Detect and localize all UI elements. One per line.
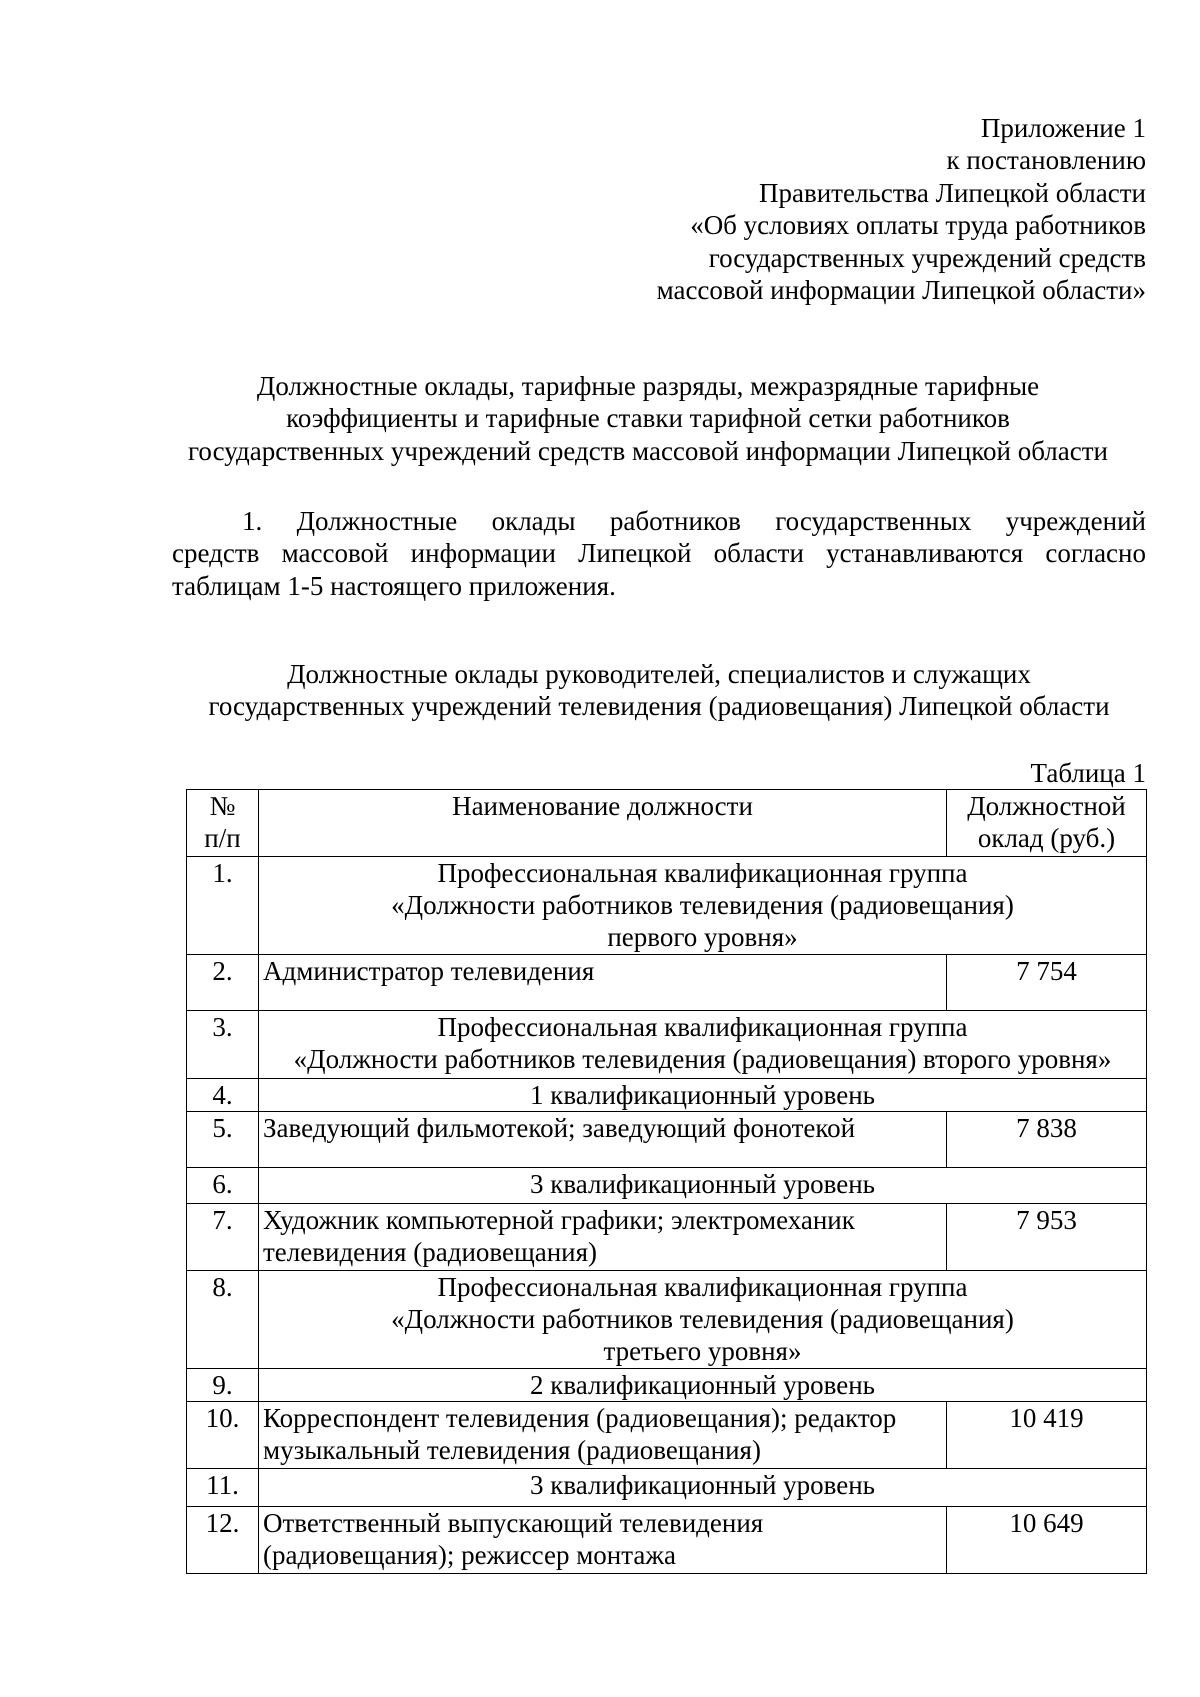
appendix-line: государственных учреждений средств <box>708 242 1146 273</box>
document-title <box>0 370 1146 467</box>
appendix-line: массовой информации Липецкой области» <box>656 275 1146 306</box>
title-line: Должностные оклады, тарифные разряды, межразрядные тарифные <box>256 371 1040 401</box>
paragraph-line: таблицам 1-5 настоящего приложения. <box>172 570 616 601</box>
level-line: 3 квалификационный уровень <box>529 1169 875 1199</box>
row-number: 11. <box>187 1469 259 1507</box>
table-header-row <box>187 790 1147 857</box>
appendix-line: к постановлению <box>946 145 1146 176</box>
level-heading <box>259 1369 1147 1402</box>
table-row <box>187 857 1147 955</box>
table-row <box>187 1079 1147 1112</box>
row-number: 2. <box>187 955 259 1011</box>
paragraph-line: средств массовой информации Липецкой области устанавливаются согласно <box>172 538 1146 569</box>
table-row <box>187 1469 1147 1507</box>
position-name <box>259 1112 947 1168</box>
group-line: Профессиональная квалификационная группа <box>437 1012 968 1042</box>
group-heading <box>259 857 1147 955</box>
level-heading <box>259 1168 1147 1204</box>
appendix-line: Приложение 1 <box>980 113 1146 143</box>
header-salary <box>947 790 1147 857</box>
group-line: Профессиональная квалификационная группа <box>437 1272 968 1302</box>
section-title-line: Должностные оклады руководителей, специалистов и служащих <box>287 659 1031 689</box>
table-caption: Таблица 1 <box>1030 758 1146 788</box>
level-heading <box>259 1079 1147 1112</box>
row-number: 10. <box>187 1402 259 1469</box>
group-line: третьего уровня» <box>603 1336 802 1366</box>
position-name <box>259 1204 947 1271</box>
table-row <box>187 1402 1147 1469</box>
salary-value: 7 754 <box>947 955 1147 1011</box>
salary-value: 10 649 <box>947 1507 1147 1574</box>
table-row <box>187 1204 1147 1271</box>
paragraph-line: 1. Должностные оклады работников государственных учреждений <box>242 506 1146 536</box>
header-salary-line: оклад (руб.) <box>977 823 1116 853</box>
position-line: Корреспондент телевидения (радиовещания); редактор <box>263 1403 897 1433</box>
header-position <box>259 790 947 857</box>
level-line: 2 квалификационный уровень <box>529 1370 875 1400</box>
table-row <box>187 1011 1147 1079</box>
position-line: Художник компьютерной графики; электромеханик <box>263 1205 855 1235</box>
group-line: первого уровня» <box>607 922 798 952</box>
salary-value: 7 953 <box>947 1204 1147 1271</box>
table-row <box>187 955 1147 1011</box>
table-row <box>187 1271 1147 1369</box>
group-line: Профессиональная квалификационная группа <box>437 858 968 888</box>
row-number: 8. <box>187 1271 259 1369</box>
position-line: музыкальный телевидения (радиовещания) <box>263 1435 761 1465</box>
row-number: 1. <box>187 857 259 955</box>
row-number: 4. <box>187 1079 259 1112</box>
table-row <box>187 1168 1147 1204</box>
row-number: 5. <box>187 1112 259 1168</box>
header-number-line: п/п <box>204 823 241 853</box>
position-name <box>259 1402 947 1469</box>
table-row <box>187 1112 1147 1168</box>
row-number: 12. <box>187 1507 259 1574</box>
row-number: 6. <box>187 1168 259 1204</box>
salary-value: 7 838 <box>947 1112 1147 1168</box>
level-line: 1 квалификационный уровень <box>529 1080 875 1110</box>
level-line: 3 квалификационный уровень <box>529 1470 875 1500</box>
title-line: коэффициенты и тарифные ставки тарифной сетки работников <box>286 403 1010 434</box>
row-number: 9. <box>187 1369 259 1402</box>
group-line: «Должности работников телевидения (радиовещания) второго уровня» <box>293 1044 1112 1074</box>
table-row <box>187 1369 1147 1402</box>
position-line: телевидения (радиовещания) <box>263 1237 598 1267</box>
appendix-block <box>657 112 1146 306</box>
appendix-line: Правительства Липецкой области <box>758 177 1146 208</box>
appendix-line: «Об условиях оплаты труда работников <box>690 210 1146 241</box>
title-line: государственных учреждений средств массовой информации Липецкой области <box>188 435 1108 466</box>
group-heading <box>259 1271 1147 1369</box>
intro-paragraph <box>172 505 1146 602</box>
row-number: 7. <box>187 1204 259 1271</box>
header-number <box>187 790 259 857</box>
header-salary-line: Должностной <box>967 791 1126 821</box>
position-name <box>259 955 947 1011</box>
row-number: 3. <box>187 1011 259 1079</box>
position-line: Ответственный выпускающий телевидения <box>263 1508 764 1538</box>
group-line: «Должности работников телевидения (радиовещания) <box>391 890 1014 920</box>
position-line: (радиовещания); режиссер монтажа <box>263 1540 676 1570</box>
salary-table <box>186 789 1147 1574</box>
table-row <box>187 1507 1147 1574</box>
group-line: «Должности работников телевидения (радиовещания) <box>391 1304 1014 1334</box>
position-line: Администратор телевидения <box>263 956 595 986</box>
section-title-line: государственных учреждений телевидения (радиовещания) Липецкой области <box>208 691 1110 722</box>
level-heading <box>259 1469 1147 1507</box>
header-number-line: № <box>209 791 236 821</box>
header-position-text: Наименование должности <box>452 791 753 821</box>
group-heading <box>259 1011 1147 1079</box>
section-title <box>172 658 1146 723</box>
position-name <box>259 1507 947 1574</box>
position-line: Заведующий фильмотекой; заведующий фонотекой <box>263 1113 856 1143</box>
salary-value: 10 419 <box>947 1402 1147 1469</box>
